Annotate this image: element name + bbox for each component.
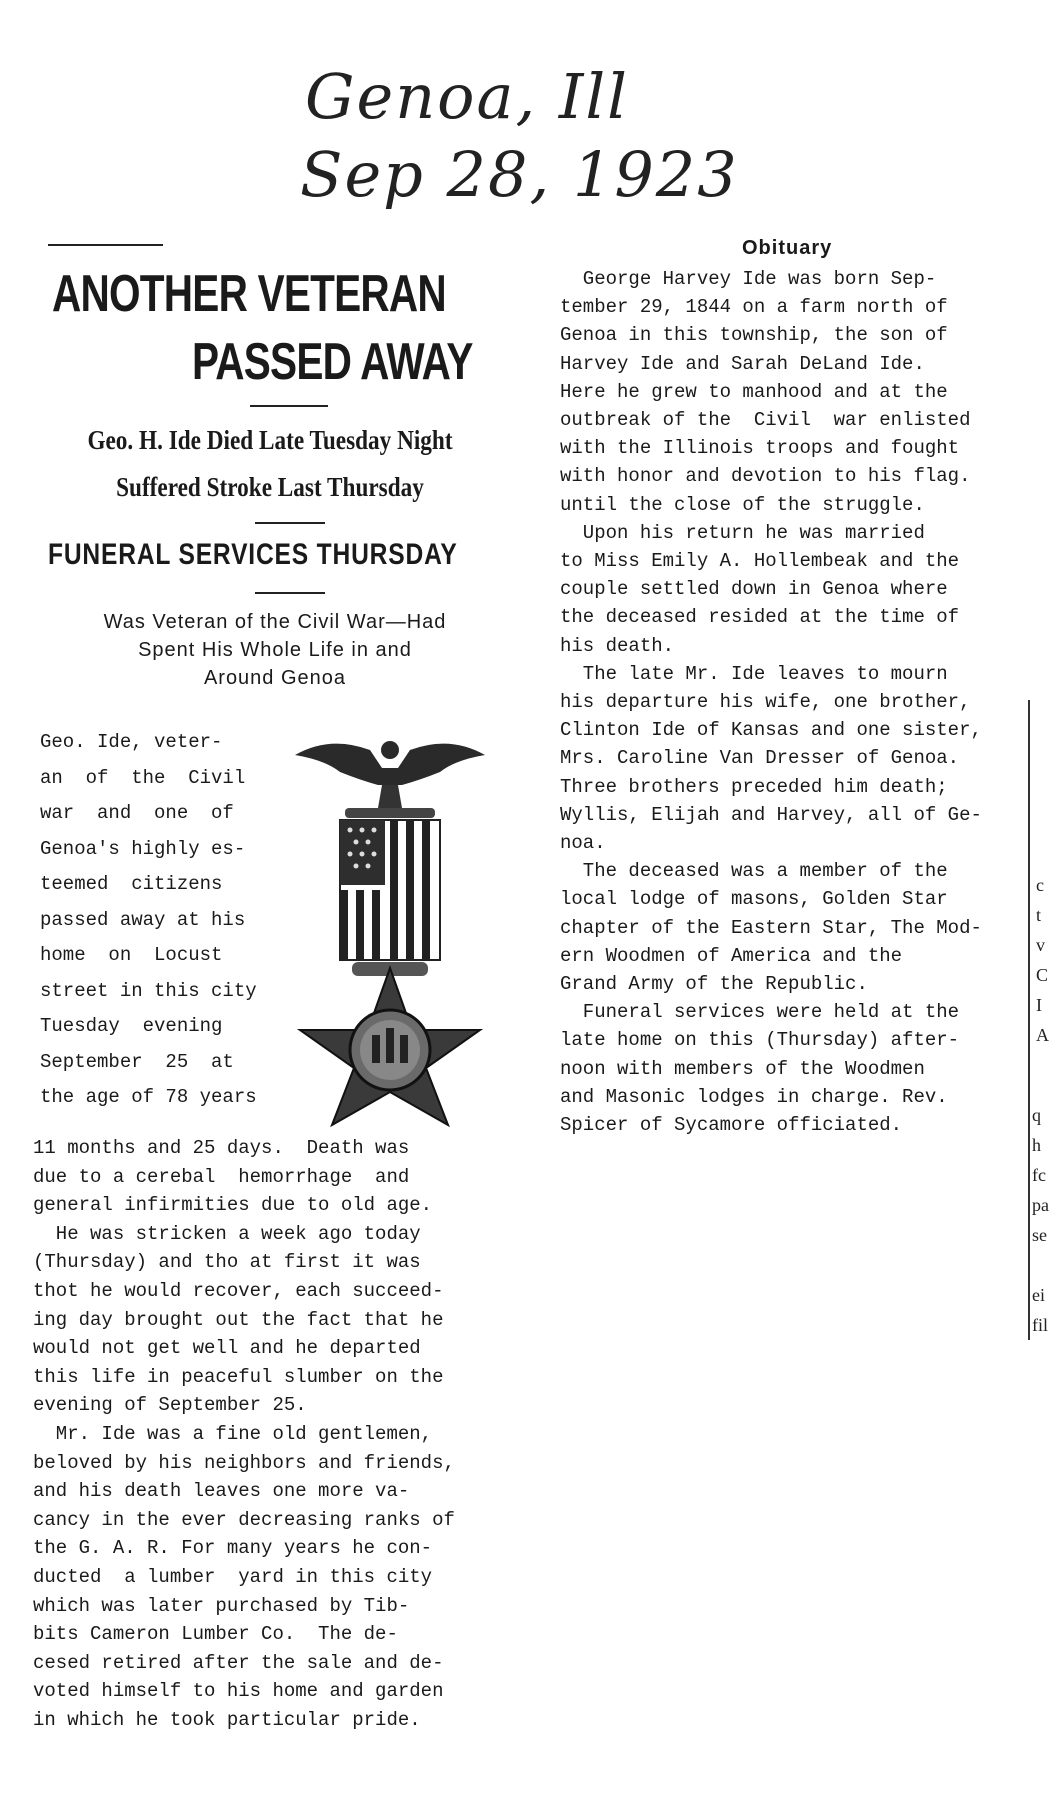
headline-line-1: ANOTHER VETERAN xyxy=(52,265,446,323)
subhead-line-2: Suffered Stroke Last Thursday xyxy=(116,472,424,502)
deck-line-3: Around Genoa xyxy=(203,667,347,689)
obituary-text: George Harvey Ide was born Sep- tember 29, 1844 on a farm north of Genoa in this township, the son of Harvey Ide and Sarah DeLand Ide. Here he grew to manhood and at the outbreak of the Civil war enlisted with the Illinois troops and fought with honor and devotion to his flag. until the close of the struggle. Upon his return he was married to Miss Emily A. Hollembeak and the couple settled down in Genoa where the deceased resided at the time of his death. The late Mr. Ide leaves to mourn his departure his wife, one brother, Clinton Ide of Kansas and one sister, Mrs. Caroline Van Dresser of Genoa. Three brothers preceded him death; Wyllis, Elijah and Harvey, all of Ge- noa. The deceased was a member of the local lodge of masons, Golden Star chapter of the Eastern Star, The Mod- ern Woodmen of America and the Grand Army of the Republic. Funeral services were held at the late home on this (Thursday) after- noon with members of the Woodmen and Masonic lodges in charge. Rev. Spicer of Sycamore officiated. xyxy=(560,268,982,1137)
column-divider xyxy=(1028,700,1030,1340)
top-rule xyxy=(48,244,163,246)
funeral-rule xyxy=(255,592,325,594)
gar-medal-illustration xyxy=(290,730,490,1125)
headline-line-2: PASSED AWAY xyxy=(192,333,473,391)
deck-line-1: Was Veteran of the Civil War—Had xyxy=(103,611,447,633)
article-wrap-text: Geo. Ide, veter- an of the Civil war and one of Genoa's highly es- teemed citizens passed away at his home on Locust street in this city Tuesday evening September 25 at the age of 78 years xyxy=(40,731,257,1108)
headline-rule xyxy=(250,405,328,407)
cut-off-column-bottom: q h fc pa se ei fil xyxy=(1032,1105,1049,1335)
handwritten-date: Sep 28, 1923 xyxy=(300,138,739,211)
obituary-title: Obituary xyxy=(742,237,833,259)
deck-line-2: Spent His Whole Life in and xyxy=(138,639,412,661)
subhead-rule xyxy=(255,522,325,524)
cut-off-column-top: c t v C I A xyxy=(1036,875,1049,1045)
funeral-subhead: FUNERAL SERVICES THURSDAY xyxy=(48,538,458,571)
article-body-text: 11 months and 25 days. Death was due to a cerebal hemorrhage and general infirmities due to old age. He was stricken a week ago today (Thursday) and tho at first it was thot he would recover, each succeed- ing day brought out the fact that he would not get well and he departed this life in peaceful slumber on the evening of September 25. Mr. Ide was a fine old gentlemen, beloved by his neighbors and friends, and his death leaves one more va- cancy in the ever decreasing ranks of the G. A. R. For many years he con- ducted a lumber yard in this city which was later purchased by Tib- bits Cameron Lumber Co. The de- cesed retired after the sale and de- voted himself to his home and garden in which he took particular pride. xyxy=(33,1137,455,1731)
handwritten-location: Genoa, Ill xyxy=(305,60,630,133)
subhead-line-1: Geo. H. Ide Died Late Tuesday Night xyxy=(87,425,453,455)
